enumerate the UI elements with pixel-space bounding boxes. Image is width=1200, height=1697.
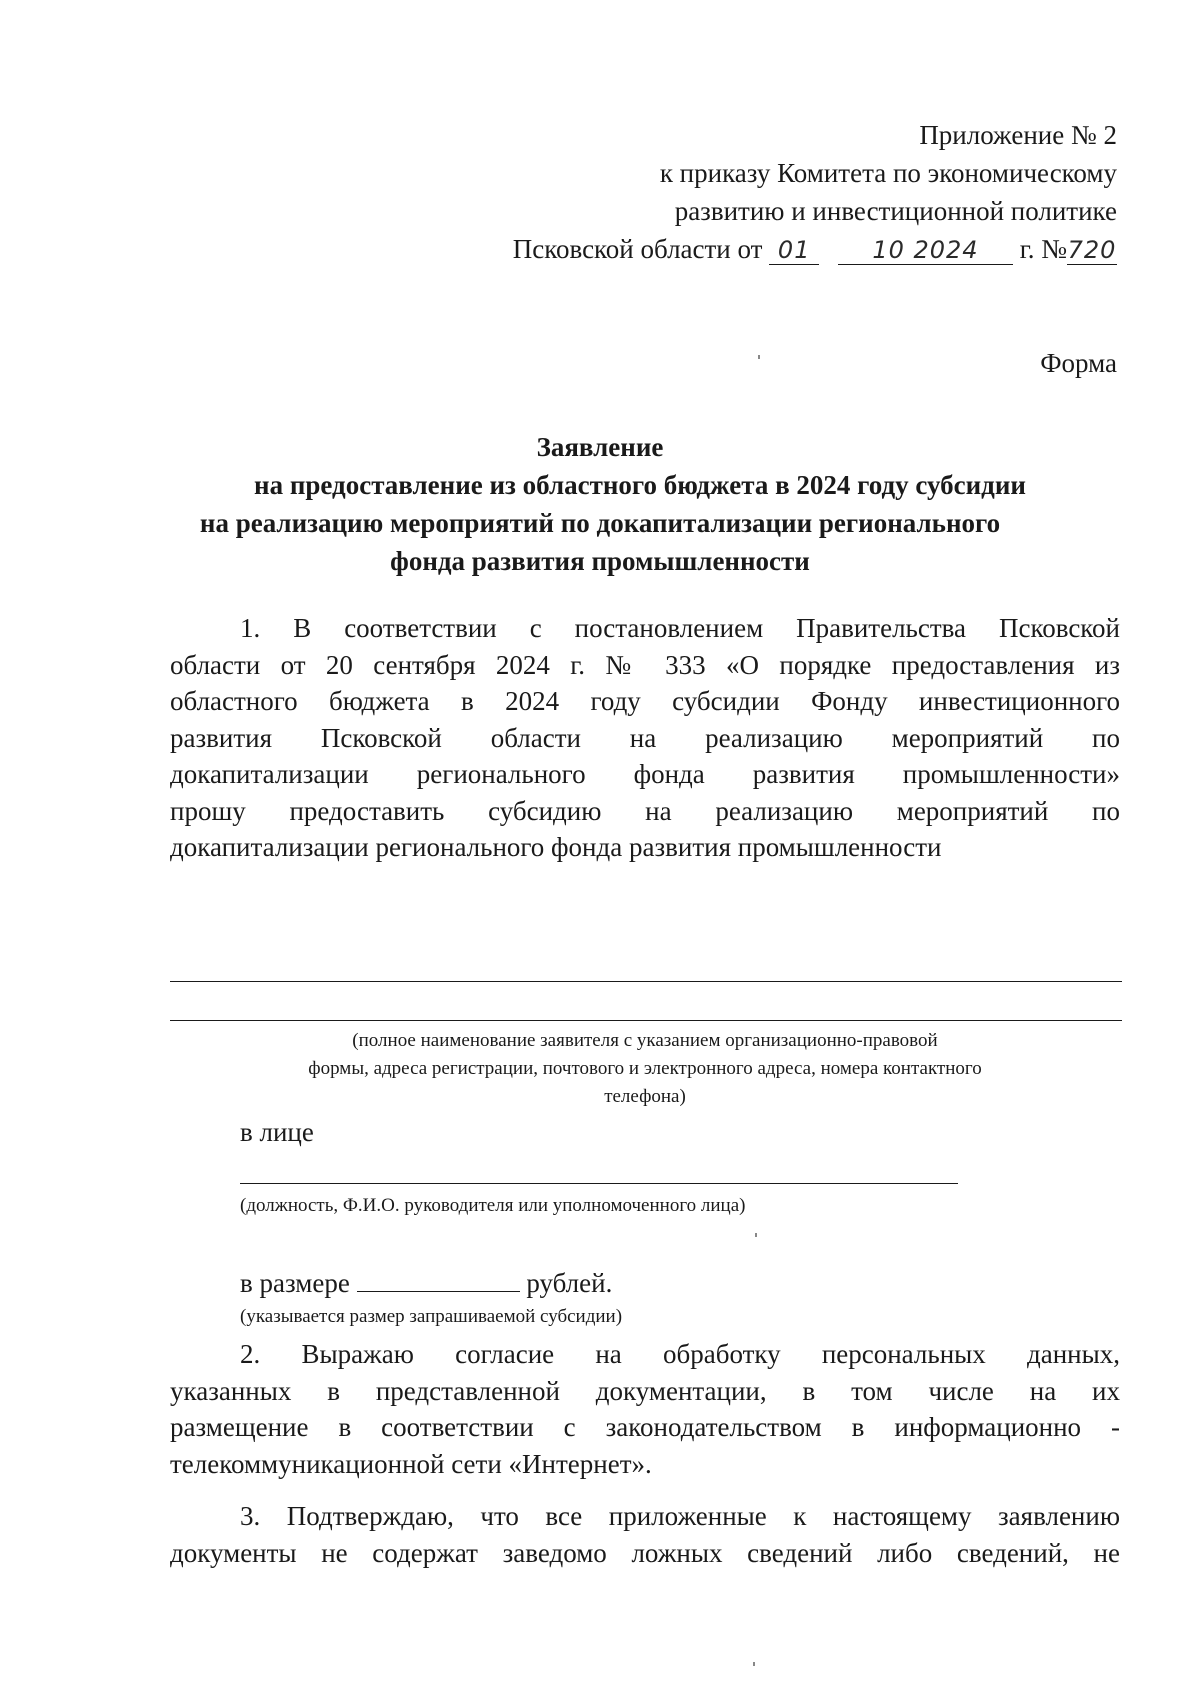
paragraph-2-line: телекоммуникационной сети «Интернет». xyxy=(170,1448,652,1479)
scan-speck xyxy=(758,355,760,359)
paragraph-1-line: области от 20 сентября 2024 г. № 333 «О порядке предоставления из xyxy=(170,649,1120,680)
paragraph-1-line: докапитализации регионального фонда развития промышленности xyxy=(170,832,942,862)
scan-speck xyxy=(755,1233,757,1237)
paragraph-1-line: прошу предоставить субсидию на реализацию мероприятий по xyxy=(170,795,1120,826)
representative-caption: (должность, Ф.И.О. руководителя или уполномоченного лица) xyxy=(240,1195,746,1216)
order-date-prefix: Псковской области от xyxy=(512,234,763,264)
paragraph-3-line: документы не содержат заведомо ложных сведений либо сведений, не xyxy=(170,1537,1120,1568)
paragraph-1-line: областного бюджета в 2024 году субсидии Фонду инвестиционного xyxy=(170,686,1120,716)
appendix-number: Приложение № 2 xyxy=(919,120,1117,150)
scan-speck xyxy=(753,1662,755,1666)
paragraph-2 xyxy=(170,1336,1120,1482)
applicant-name-line-2[interactable] xyxy=(170,1020,1122,1021)
applicant-caption-line-2: формы, адреса регистрации, почтового и электронного адреса, номера контактного xyxy=(308,1058,982,1079)
in-person-label: в лице xyxy=(240,1117,314,1147)
amount-caption: (указывается размер запрашиваемой субсидии) xyxy=(240,1306,623,1327)
paragraph-1 xyxy=(170,610,1120,866)
amount-line xyxy=(240,1264,612,1302)
applicant-caption-line-3: телефона) xyxy=(604,1086,686,1107)
order-date-day: 01 xyxy=(769,236,819,265)
document-title: Заявление xyxy=(536,432,664,462)
title-line-4: фонда развития промышленности xyxy=(390,546,810,576)
paragraph-1-line: развития Псковской области на реализацию мероприятий по xyxy=(170,722,1120,753)
applicant-caption-line-1: (полное наименование заявителя с указанием организационно-правовой xyxy=(352,1030,938,1051)
title-line-3: на реализацию мероприятий по докапитализации регионального xyxy=(199,508,1001,538)
representative-line[interactable] xyxy=(240,1183,958,1184)
paragraph-2-line: размещение в соответствии с законодательством в информационно - xyxy=(170,1412,1120,1442)
paragraph-1-line: 1. В соответствии с постановлением Правительства Псковской xyxy=(240,613,1120,643)
order-number-prefix: г. № xyxy=(1019,234,1067,264)
paragraph-2-line: указанных в представленной документации, в том числе на их xyxy=(170,1375,1120,1406)
paragraph-3 xyxy=(170,1498,1120,1571)
committee-name-line: развитию и инвестиционной политике xyxy=(674,196,1117,226)
form-label: Форма xyxy=(1040,348,1117,378)
amount-suffix: рублей. xyxy=(526,1268,613,1298)
applicant-name-line-1[interactable] xyxy=(170,981,1122,982)
order-date-line xyxy=(513,230,1117,268)
paragraph-2-line: 2. Выражаю согласие на обработку персональных данных, xyxy=(240,1339,1120,1369)
order-reference-line: к приказу Комитета по экономическому xyxy=(659,158,1117,188)
amount-blank-field[interactable] xyxy=(357,1265,520,1292)
amount-prefix: в размере xyxy=(240,1268,350,1298)
paragraph-1-line: докапитализации регионального фонда развития промышленности» xyxy=(170,759,1120,789)
title-line-2: на предоставление из областного бюджета в 2024 году субсидии xyxy=(254,470,1026,500)
order-date-month-year: 10 2024 xyxy=(838,236,1013,265)
paragraph-3-line: 3. Подтверждаю, что все приложенные к настоящему заявлению xyxy=(240,1501,1120,1531)
order-number-value: 720 xyxy=(1067,236,1117,264)
